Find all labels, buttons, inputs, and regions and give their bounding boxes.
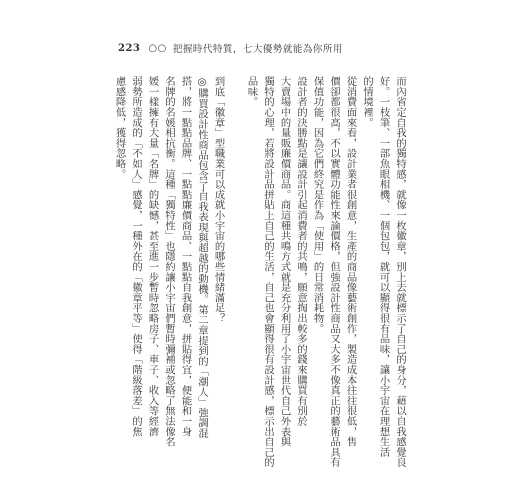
page-number: 223 — [118, 42, 141, 54]
text-column: ◎購買設計性商品包含了自我表現與超越的動機。第二章提到的「潮人」強調混 — [196, 76, 208, 439]
text-column: 到底「徽章」型職業可以成就小宇宙的哪些情緒滿足？ — [212, 76, 225, 324]
text-column: 品味。 — [245, 76, 258, 107]
text-column: 名牌的名媛相抗衡。這種「獨特性」也隱約讓小宇宙們暫時彌補或忽略了無法像名 — [163, 76, 175, 447]
text-column: 好。一枝筆、一部魚眼相機、一個包包，就可以顯得很有品味，讓小宇宙在理想生活 — [377, 76, 390, 458]
text-column: 慮感降低，獲得忽略。 — [113, 76, 126, 179]
text-column: 從消費面來看，設計業者很創意，生產的商品像藝術創作，製造成本往往很低，售 — [344, 76, 357, 447]
chapter-title: 把握時代特質，七大優勢就能為你所用 — [172, 44, 343, 55]
text-column: 獨特的心理，若將設計品拼貼上自己的生活，自己也會顯得很有設計感，標示出自己的 — [262, 76, 274, 468]
text-column: 搭，將一點點品牌、一點點廉價商品、一點點自我創意，拼貼得宜，便能和一身 — [179, 76, 192, 437]
text-column: 保值功能，因為它們終究是作為「使用」的日常消耗物。 — [311, 76, 324, 334]
blank-column — [227, 76, 244, 426]
text-column: 設計者的決勝點是讓設計引起消費者的共鳴，願意掏出較多的錢來購買有別於 — [295, 76, 307, 427]
running-header — [118, 40, 343, 56]
text-column: 大賣場中的量販廉價商品。商這種共鳴方式就是充分利用了小宇宙世代自己外表與 — [278, 76, 291, 447]
text-column: 弱勢所造成的「不如人」感覺，一種外在的「徽章平等」使得「階級落差」的焦 — [130, 76, 142, 437]
body-text — [113, 76, 408, 468]
text-column: 價卻都很高，不以實體功能性來論價格，但強設計性商品又大多不像真正的藝術品具有 — [328, 76, 340, 468]
header-mark: ○○ — [148, 42, 167, 54]
text-column: 的情境裡。 — [361, 76, 373, 128]
text-column: 媛一樣擁有大量「名牌」的缺憾，甚至進一步暫時忽略房子、車子、收入等經濟 — [146, 76, 159, 437]
text-column: 而內省定自我的獨特感，就像一枚徽章，別上去就標示了自己的身分，藉以自我感覺良 — [394, 76, 406, 468]
